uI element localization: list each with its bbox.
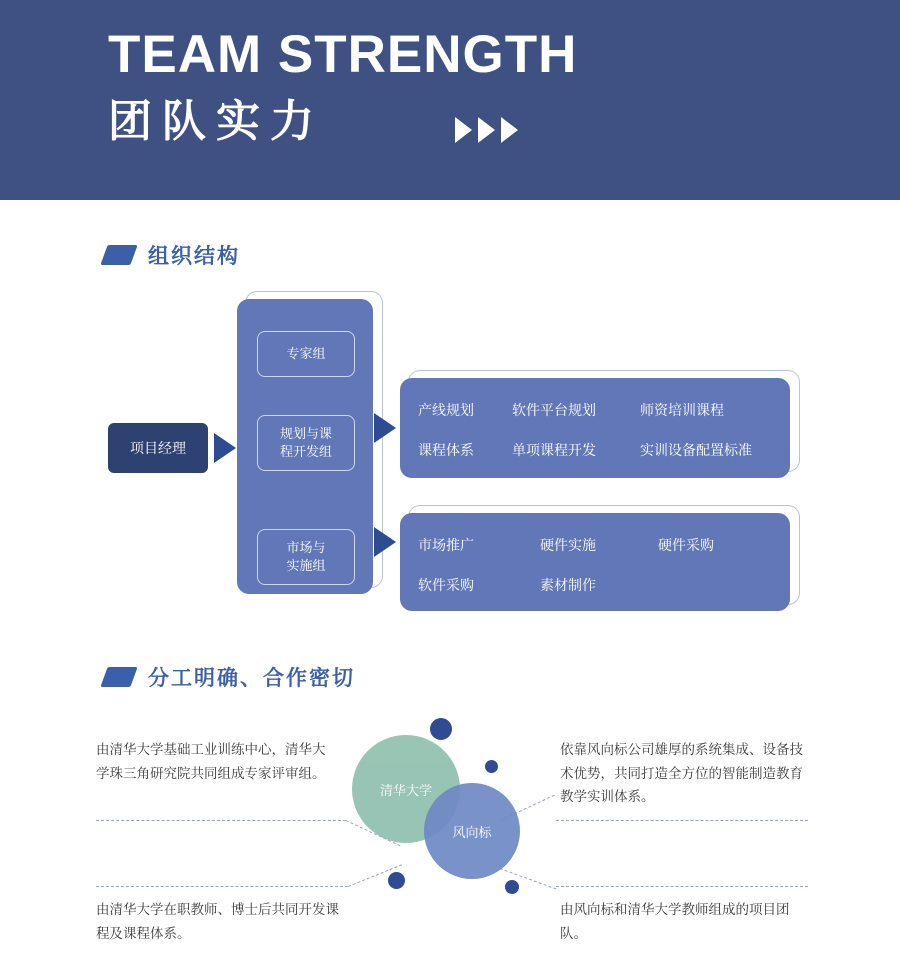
- note-underline-4: [556, 886, 808, 887]
- triple-arrow-icon: [455, 117, 518, 143]
- group-expert-label: 专家组: [286, 346, 326, 362]
- collab-note-4: 由风向标和清华大学教师组成的项目团队。: [560, 902, 790, 941]
- group-market-impl: [257, 529, 355, 585]
- org-root-label: 项目经理: [130, 440, 186, 456]
- accent-dot-1: [430, 718, 452, 740]
- diamond-bullet-icon-2: [100, 667, 137, 687]
- org-root-project-manager: [108, 423, 208, 473]
- collaboration-diagram: [0, 700, 900, 975]
- panel-2-item-1: 硬件实施: [540, 537, 596, 553]
- collab-note-3: 由清华大学在职教师、博士后共同开发课程及课程体系。: [96, 902, 339, 941]
- group-planning-dev-label: 规划与课 程开发组: [279, 426, 332, 459]
- section-title-org: [104, 240, 240, 270]
- group-market-impl-label: 市场与 实施组: [286, 540, 326, 573]
- header-title-en: TEAM STRENGTH: [108, 25, 578, 84]
- header-title-cn: 团队实力: [108, 97, 324, 146]
- org-chart: [0, 285, 900, 635]
- accent-dot-2: [485, 760, 498, 773]
- panel-1-item-0: 产线规划: [418, 402, 474, 418]
- venn-circle-tsinghua-label: 清华大学: [379, 782, 432, 798]
- panel-1-item-5: 实训设备配置标准: [640, 442, 752, 458]
- panel-planning-dev-tasks: [400, 378, 790, 478]
- group-expert: [257, 331, 355, 377]
- note-underline-2: [556, 820, 808, 821]
- panel-2-item-4: 素材制作: [540, 577, 596, 593]
- accent-dot-4: [505, 880, 519, 894]
- panel-1-item-1: 软件平台规划: [512, 402, 596, 418]
- panel-1-item-4: 单项课程开发: [512, 442, 596, 458]
- section-title-collab: [104, 662, 355, 692]
- collab-note-2: 依靠风向标公司雄厚的系统集成、设备技术优势，共同打造全方位的智能制造教育教学实训体系。: [560, 742, 803, 805]
- section-title-collab-label: 分工明确、合作密切: [148, 667, 355, 690]
- diamond-bullet-icon: [100, 245, 137, 265]
- accent-dot-3: [388, 872, 405, 889]
- group-column: [237, 299, 373, 594]
- panel-1-item-2: 师资培训课程: [640, 402, 724, 418]
- note-underline-1: [96, 820, 346, 821]
- panel-market-impl-tasks: [400, 513, 790, 611]
- collab-note-1: 由清华大学基础工业训练中心，清华大学珠三角研究院共同组成专家评审组。: [96, 742, 326, 781]
- arrow-to-panel-1-icon: [374, 413, 396, 443]
- page-header: [0, 0, 900, 200]
- arrow-to-panel-2-icon: [374, 527, 396, 557]
- panel-2-item-3: 软件采购: [418, 577, 474, 593]
- note-underline-3: [96, 886, 348, 887]
- venn-circle-fengxiangbiao: [424, 783, 520, 879]
- panel-1-item-3: 课程体系: [418, 442, 474, 458]
- venn-circle-fengxiangbiao-label: 风向标: [452, 824, 492, 840]
- panel-2-item-2: 硬件采购: [658, 537, 714, 553]
- group-planning-dev: [257, 415, 355, 471]
- arrow-root-to-groups-icon: [214, 433, 236, 463]
- panel-2-item-0: 市场推广: [418, 537, 474, 553]
- section-title-org-label: 组织结构: [148, 245, 240, 268]
